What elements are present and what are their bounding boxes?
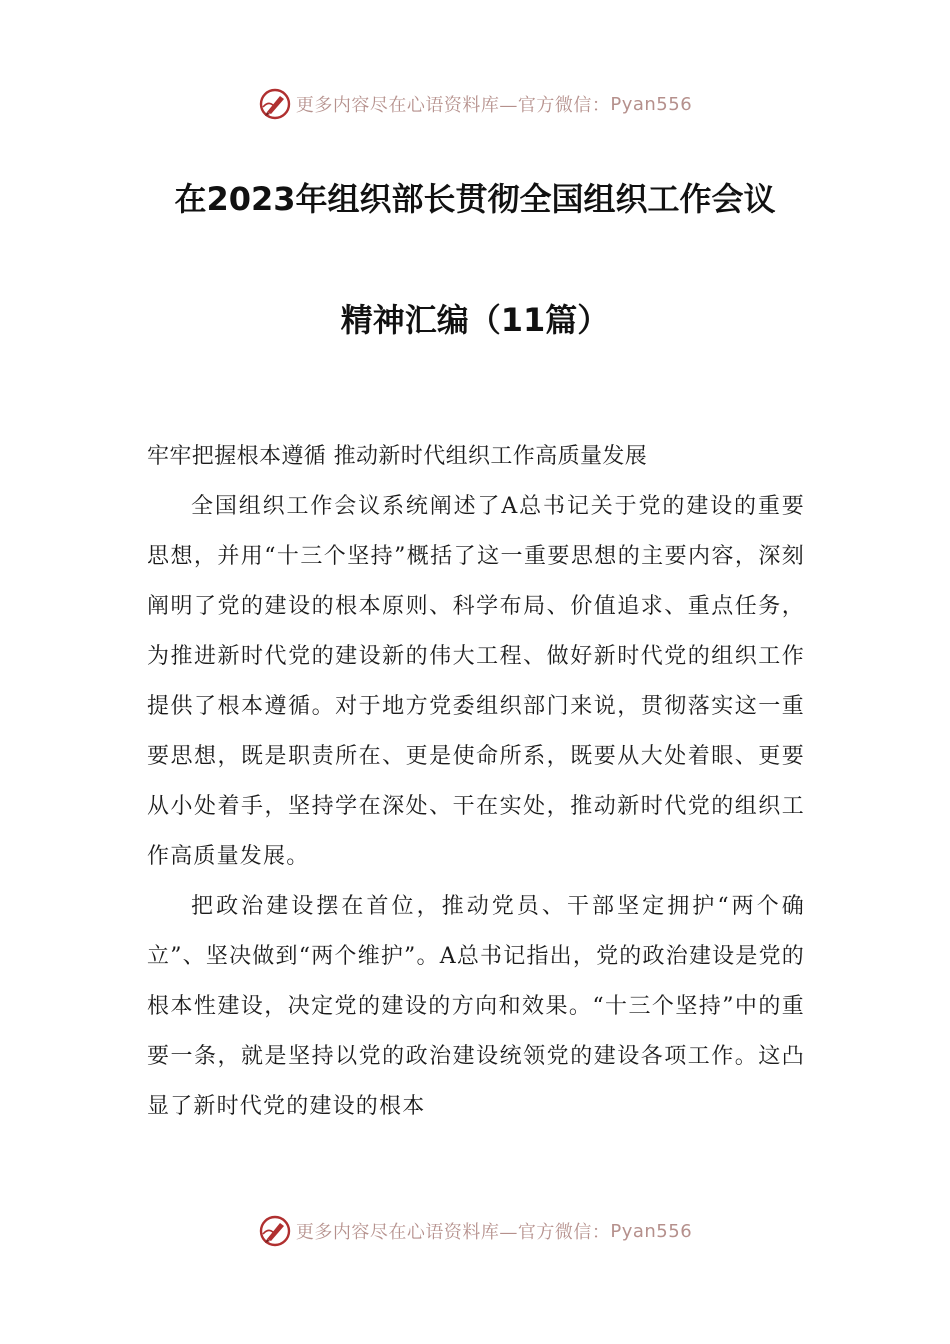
watermark-text: 更多内容尽在心语资料库—官方微信： [295,1222,611,1243]
footer-watermark [0,1211,950,1251]
pen-logo-icon [258,1214,292,1248]
document-title-line-1: 在2023年组织部长贯彻全国组织工作会议 [174,180,776,218]
watermark-text: 更多内容尽在心语资料库—官方微信： [295,95,611,116]
document-body [147,432,805,1132]
section-heading: 牢牢把握根本遵循 推动新时代组织工作高质量发展 [147,444,648,469]
body-paragraph-2: 把政治建设摆在首位，推动党员、干部坚定拥护“两个确立”、坚决做到“两个维护”。A总书记指出，党的政治建设是党的根本性建设，决定党的建设的方向和效果。“十三个坚持”中的重要一条，就是坚持以党的政治建设统领党的建设各项工作。这凸显了新时代党的建设的根本 [147,894,805,1119]
watermark-wechat-id: Pyan556 [610,93,693,115]
header-watermark [0,84,950,124]
watermark-wechat-id: Pyan556 [610,1220,693,1242]
document-title-line-2: 精神汇编（11篇） [340,301,610,339]
body-paragraph-1: 全国组织工作会议系统阐述了A总书记关于党的建设的重要思想，并用“十三个坚持”概括了这一重要思想的主要内容，深刻阐明了党的建设的根本原则、科学布局、价值追求、重点任务，为推进新时代党的建设新的伟大工程、做好新时代党的组织工作提供了根本遵循。对于地方党委组织部门来说，贯彻落实这一重要思想，既是职责所在、更是使命所系，既要从大处着眼、更要从小处着手，坚持学在深处、干在实处，推动新时代党的组织工作高质量发展。 [147,494,805,869]
pen-logo-icon [258,87,292,121]
